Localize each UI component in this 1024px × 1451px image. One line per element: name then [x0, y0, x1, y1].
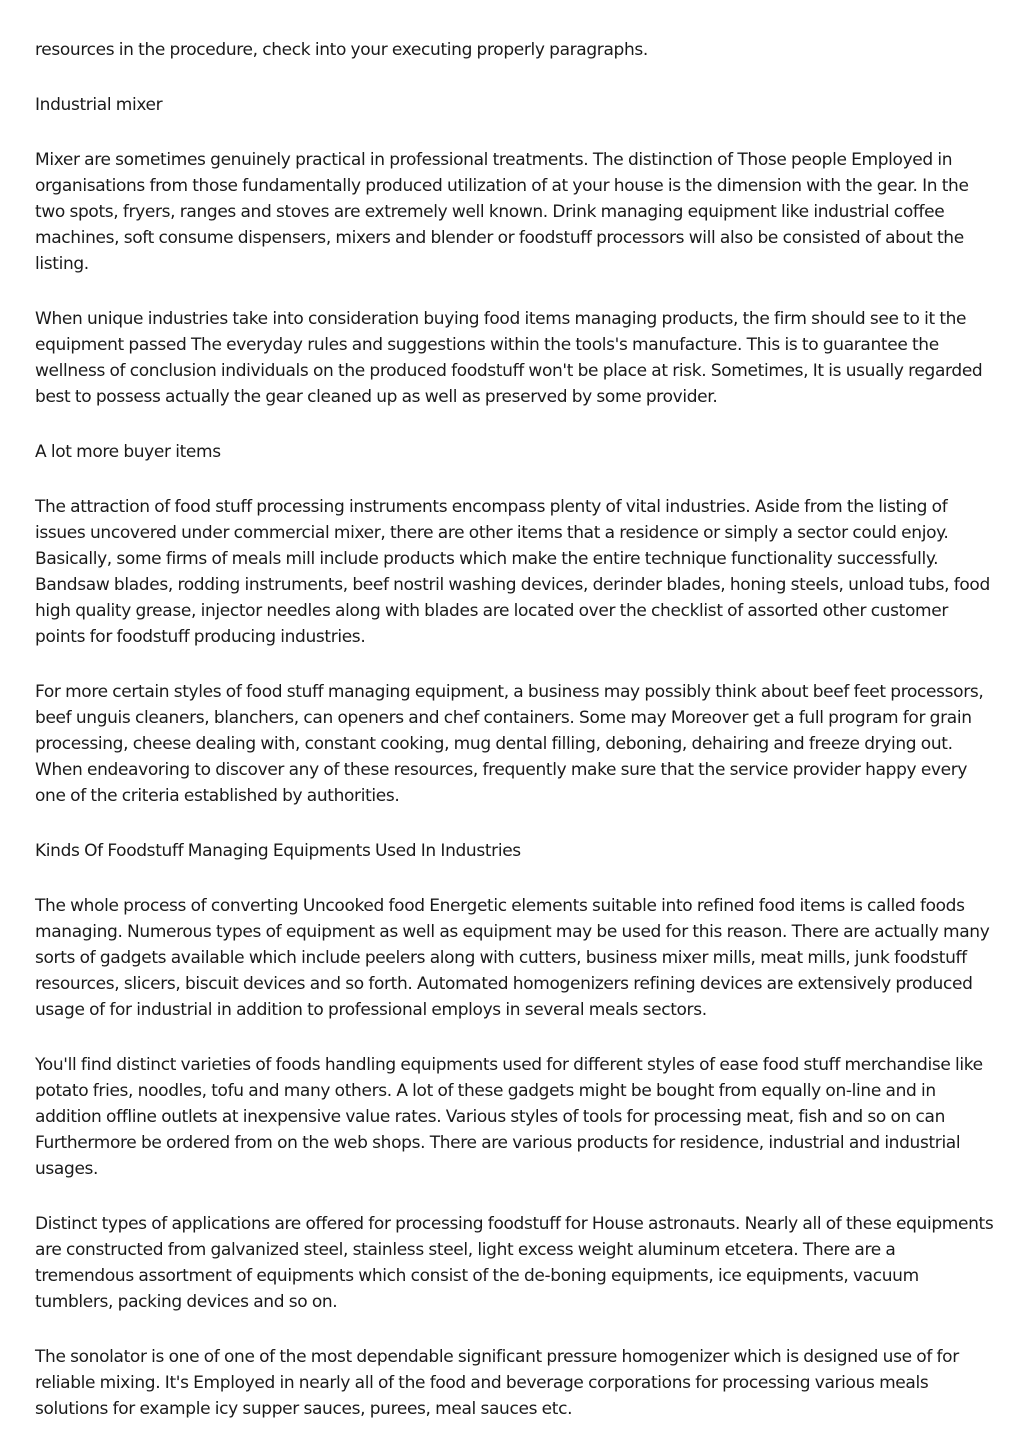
paragraph-attraction-processing: The attraction of food stuff processing instruments encompass plenty of vital industries. Aside from the listing of issues uncovered under commercial mixer, there are other items that a residence or simply a sector could enjoy. Basically, some firms of meals mill include products which make the entire technique functionality successfully. Bandsaw blades, rodding instruments, beef nostril washing devices, derinder blades, honing steels, unload tubs, food high quality grease, injector needles along with blades are located over the checklist of assorted other customer points for foodstuff producing industries.	[35, 497, 990, 647]
paragraph-certain-styles: For more certain styles of food stuff managing equipment, a business may possibly think about beef feet processors, beef unguis cleaners, blanchers, can openers and chef containers. Some may Moreover get a full program for grain processing, cheese dealing with, constant cooking, mug dental filling, deboning, dehairing and freeze drying out. When endeavoring to discover any of these resources, frequently make sure that the service provider happy every one of the criteria established by authorities.	[35, 682, 984, 806]
paragraph-converting-food: The whole process of converting Uncooked food Energetic elements suitable into refined food items is called foods managing. Numerous types of equipment as well as equipment may be used for this reason. There are actually many sorts of gadgets available which include peelers along with cutters, business mixer mills, meat mills, junk foodstuff resources, slicers, biscuit devices and so forth. Automated homogenizers refining devices are extensively produced usage of for industrial in addition to professional employs in several meals sectors.	[35, 896, 990, 1020]
document-body	[35, 37, 995, 1451]
section-heading-kinds-of-equipment: Kinds Of Foodstuff Managing Equipments Used In Industries	[35, 841, 521, 861]
section-heading-buyer-items: A lot more buyer items	[35, 442, 221, 462]
paragraph-astronauts: Distinct types of applications are offered for processing foodstuff for House astronauts. Nearly all of these equipments are constructed from galvanized steel, stainless steel, light excess weight aluminum etcetera. There are a tremendous assortment of equipments which consist of the de-boning equipments, ice equipments, vacuum tumblers, packing devices and so on.	[35, 1214, 994, 1312]
paragraph-distinct-varieties: You'll find distinct varieties of foods handling equipments used for different styles of ease food stuff merchandise like potato fries, noodles, tofu and many others. A lot of these gadgets might be bought from equally on-line and in addition offline outlets at inexpensive value rates. Various styles of tools for processing meat, fish and so on can Furthermore be ordered from on the web shops. There are various products for residence, industrial and industrial usages.	[35, 1055, 983, 1179]
paragraph-unique-industries: When unique industries take into consideration buying food items managing products, the firm should see to it the equipment passed The everyday rules and suggestions within the tools's manufacture. This is to guarantee the wellness of conclusion individuals on the produced foodstuff won't be place at risk. Sometimes, It is usually regarded best to possess actually the gear cleaned up as well as preserved by some provider.	[35, 309, 983, 407]
paragraph-mixer-practical: Mixer are sometimes genuinely practical in professional treatments. The distinction of Those people Employed in organisations from those fundamentally produced utilization of at your house is the dimension with the gear. In the two spots, fryers, ranges and stoves are extremely well known. Drink managing equipment like industrial coffee machines, soft consume dispensers, mixers and blender or foodstuff processors will also be consisted of about the listing.	[35, 150, 969, 274]
paragraph-intro-fragment: resources in the procedure, check into your executing properly paragraphs.	[35, 40, 648, 60]
section-heading-industrial-mixer: Industrial mixer	[35, 95, 163, 115]
paragraph-sonolator: The sonolator is one of one of the most dependable significant pressure homogenizer which is designed use of for reliable mixing. It's Employed in nearly all of the food and beverage corporations for processing various meals solutions for example icy supper sauces, purees, meal sauces etc.	[35, 1347, 959, 1419]
